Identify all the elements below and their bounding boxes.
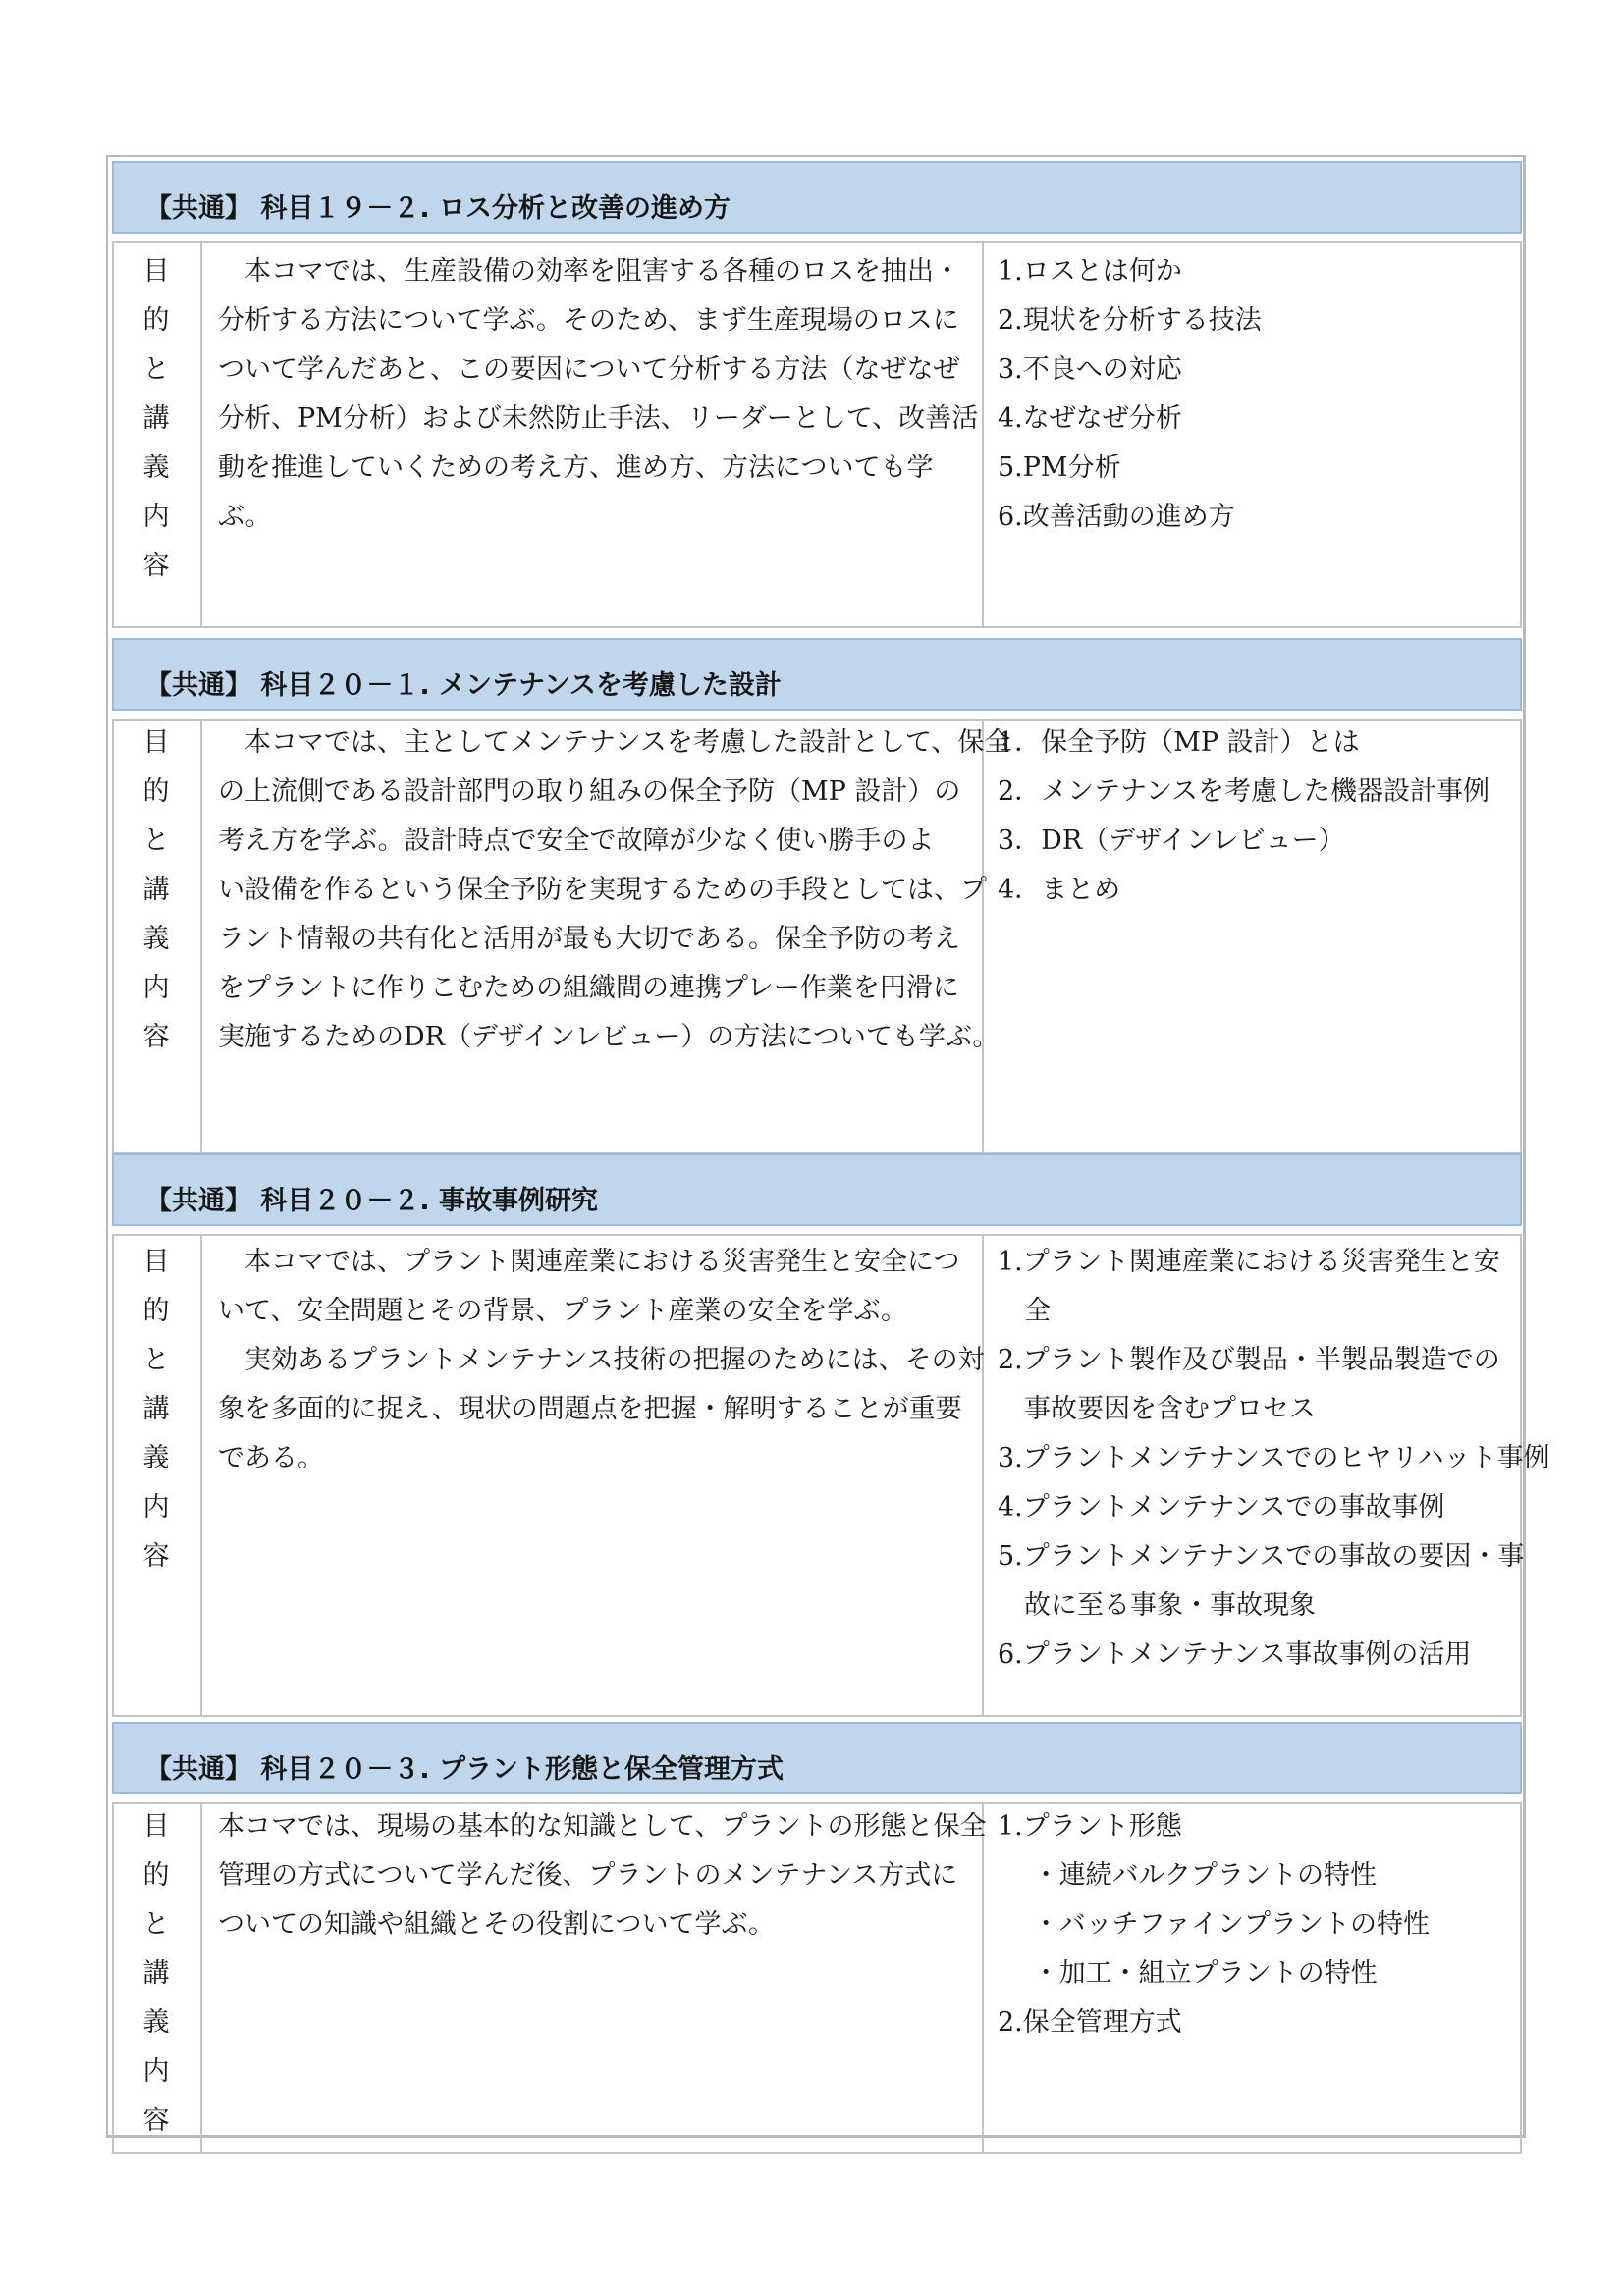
section-header — [112, 1722, 1522, 1794]
description-column — [202, 243, 984, 626]
topic-list-item: ・バッチファインプラントの特性 — [998, 1909, 1431, 1940]
topic-list-item: 6.改善活動の進め方 — [998, 502, 1235, 532]
section-header — [112, 161, 1522, 234]
purpose-label-char: 目 — [142, 727, 170, 758]
purpose-label-char: 容 — [142, 2106, 170, 2136]
description-line: ぶ。 — [218, 502, 272, 532]
topic-list-column — [984, 243, 1520, 626]
topic-list-column — [984, 1236, 1550, 1715]
purpose-label-char: と — [142, 826, 170, 856]
course-section — [112, 161, 1522, 628]
section-body — [112, 241, 1522, 628]
section-title: 【共通】 科目２０－２. 事故事例研究 — [145, 1186, 599, 1216]
purpose-label-char: と — [142, 1909, 170, 1940]
topic-list-item: 1.ロスとは何か — [998, 256, 1182, 287]
course-section — [112, 638, 1522, 1154]
description-line: をプラントに作りこむための組織間の連携プレー作業を円滑に — [218, 973, 959, 1003]
description-line: 本コマでは、現場の基本的な知識として、プラントの形態と保全 — [218, 1811, 987, 1842]
description-line: である。 — [218, 1443, 324, 1473]
course-section — [112, 1722, 1522, 2154]
purpose-label-char: 的 — [142, 1296, 170, 1326]
purpose-label-char: と — [142, 354, 170, 385]
section-header — [112, 1153, 1522, 1226]
topic-list-column — [984, 1804, 1520, 2152]
description-line: 分析、PM分析）および未然防止手法、リーダーとして、改善活 — [218, 403, 979, 434]
topic-list-item: 5.プラントメンテナンスでの事故の要因・事 — [998, 1541, 1525, 1572]
purpose-label-char: 容 — [142, 1541, 170, 1572]
topic-list-item: 6.プラントメンテナンス事故事例の活用 — [998, 1639, 1472, 1670]
purpose-label-char: 講 — [142, 875, 170, 905]
section-header — [112, 638, 1522, 711]
purpose-label-char: 的 — [142, 776, 170, 807]
course-section — [112, 1153, 1550, 1717]
description-line: ついての知識や組織とその役割について学ぶ。 — [218, 1909, 775, 1940]
topic-list-item: ・加工・組立プラントの特性 — [998, 1958, 1378, 1989]
description-line: の上流側である設計部門の取り組みの保全予防（MP 設計）の — [218, 776, 961, 807]
description-line: ついて学んだあと、この要因について分析する方法（なぜなぜ — [218, 354, 960, 385]
description-line: 象を多面的に捉え、現状の問題点を把握・解明することが重要 — [218, 1394, 962, 1424]
description-line: 本コマでは、プラント関連産業における災害発生と安全につ — [218, 1247, 960, 1277]
purpose-label-char: 的 — [142, 1860, 170, 1891]
description-line: 管理の方式について学んだ後、プラントのメンテナンス方式に — [218, 1860, 958, 1891]
description-column — [202, 1804, 987, 2152]
topic-list-item: 5.PM分析 — [998, 453, 1121, 483]
purpose-label-column — [114, 1804, 202, 2152]
topic-list-item: 4．まとめ — [998, 875, 1121, 905]
description-column — [202, 1236, 984, 1715]
topic-list-item: ・連続バルクプラントの特性 — [998, 1860, 1378, 1891]
description-line: 本コマでは、主としてメンテナンスを考慮した設計として、保全 — [218, 727, 1011, 758]
topic-list-item: 2．メンテナンスを考慮した機器設計事例 — [998, 776, 1490, 807]
topic-list-item: 故に至る事象・事故現象 — [998, 1590, 1316, 1621]
description-line: 実施するためのDR（デザインレビュー）の方法についても学ぶ。 — [218, 1022, 1000, 1052]
description-line: ラント情報の共有化と活用が最も大切である。保全予防の考え — [218, 924, 960, 954]
description-line: 本コマでは、生産設備の効率を阻害する各種のロスを抽出・ — [218, 256, 960, 287]
purpose-label-char: 義 — [142, 924, 170, 954]
topic-list-column — [984, 721, 1520, 1152]
purpose-label-char: 義 — [142, 1443, 170, 1473]
description-line: 動を推進していくための考え方、進め方、方法についても学 — [218, 453, 934, 483]
purpose-label-char: 内 — [142, 973, 170, 1003]
purpose-label-char: 容 — [142, 551, 170, 581]
description-line: 考え方を学ぶ。設計時点で安全で故障が少なく使い勝手のよ — [218, 826, 935, 856]
curriculum-document — [106, 155, 1550, 2138]
section-title: 【共通】 科目２０－１. メンテナンスを考慮した設計 — [145, 670, 782, 701]
purpose-label-char: と — [142, 1345, 170, 1375]
purpose-label-column — [114, 243, 202, 626]
purpose-label-char: 講 — [142, 403, 170, 434]
topic-list-item: 3．DR（デザインレビュー） — [998, 826, 1345, 856]
topic-list-item: 1．保全予防（MP 設計）とは — [998, 727, 1360, 758]
topic-list-item: 2.保全管理方式 — [998, 2007, 1182, 2038]
purpose-label-column — [114, 721, 202, 1152]
description-line: いて、安全問題とその背景、プラント産業の安全を学ぶ。 — [218, 1296, 907, 1326]
topic-list-item: 2.現状を分析する技法 — [998, 305, 1262, 336]
topic-list-item: 3.不良への対応 — [998, 354, 1182, 385]
purpose-label-char: 内 — [142, 2056, 170, 2087]
purpose-label-char: 目 — [142, 256, 170, 287]
section-body — [112, 1802, 1522, 2154]
section-body — [112, 1234, 1550, 1717]
purpose-label-char: 講 — [142, 1394, 170, 1424]
section-title: 【共通】 科目２０－３. プラント形態と保全管理方式 — [145, 1754, 785, 1785]
topic-list-item: 3.プラントメンテナンスでのヒヤリハット事例 — [998, 1443, 1550, 1473]
topic-list-item: 2.プラント製作及び製品・半製品製造での — [998, 1345, 1500, 1375]
section-body — [112, 719, 1522, 1154]
description-line: 分析する方法について学ぶ。そのため、まず生産現場のロスに — [218, 305, 959, 336]
description-column — [202, 721, 1011, 1152]
purpose-label-char: 内 — [142, 502, 170, 532]
description-line: い設備を作るという保全予防を実現するための手段としては、プ — [218, 875, 987, 905]
topic-list-item: 全 — [998, 1296, 1051, 1326]
topic-list-item: 事故要因を含むプロセス — [998, 1394, 1316, 1424]
purpose-label-char: 義 — [142, 2007, 170, 2038]
purpose-label-char: 目 — [142, 1811, 170, 1842]
purpose-label-char: 義 — [142, 453, 170, 483]
topic-list-item: 1.プラント関連産業における災害発生と安 — [998, 1247, 1500, 1277]
purpose-label-column — [114, 1236, 202, 1715]
purpose-label-char: 目 — [142, 1247, 170, 1277]
purpose-label-char: 的 — [142, 305, 170, 336]
description-line: 実効あるプラントメンテナンス技術の把握のためには、その対 — [218, 1345, 985, 1375]
purpose-label-char: 講 — [142, 1958, 170, 1989]
topic-list-item: 4.なぜなぜ分析 — [998, 403, 1182, 434]
section-title: 【共通】 科目１９－２. ロス分析と改善の進め方 — [145, 193, 731, 224]
topic-list-item: 1.プラント形態 — [998, 1811, 1182, 1842]
topic-list-item: 4.プラントメンテナンスでの事故事例 — [998, 1492, 1445, 1522]
purpose-label-char: 容 — [142, 1022, 170, 1052]
purpose-label-char: 内 — [142, 1492, 170, 1522]
